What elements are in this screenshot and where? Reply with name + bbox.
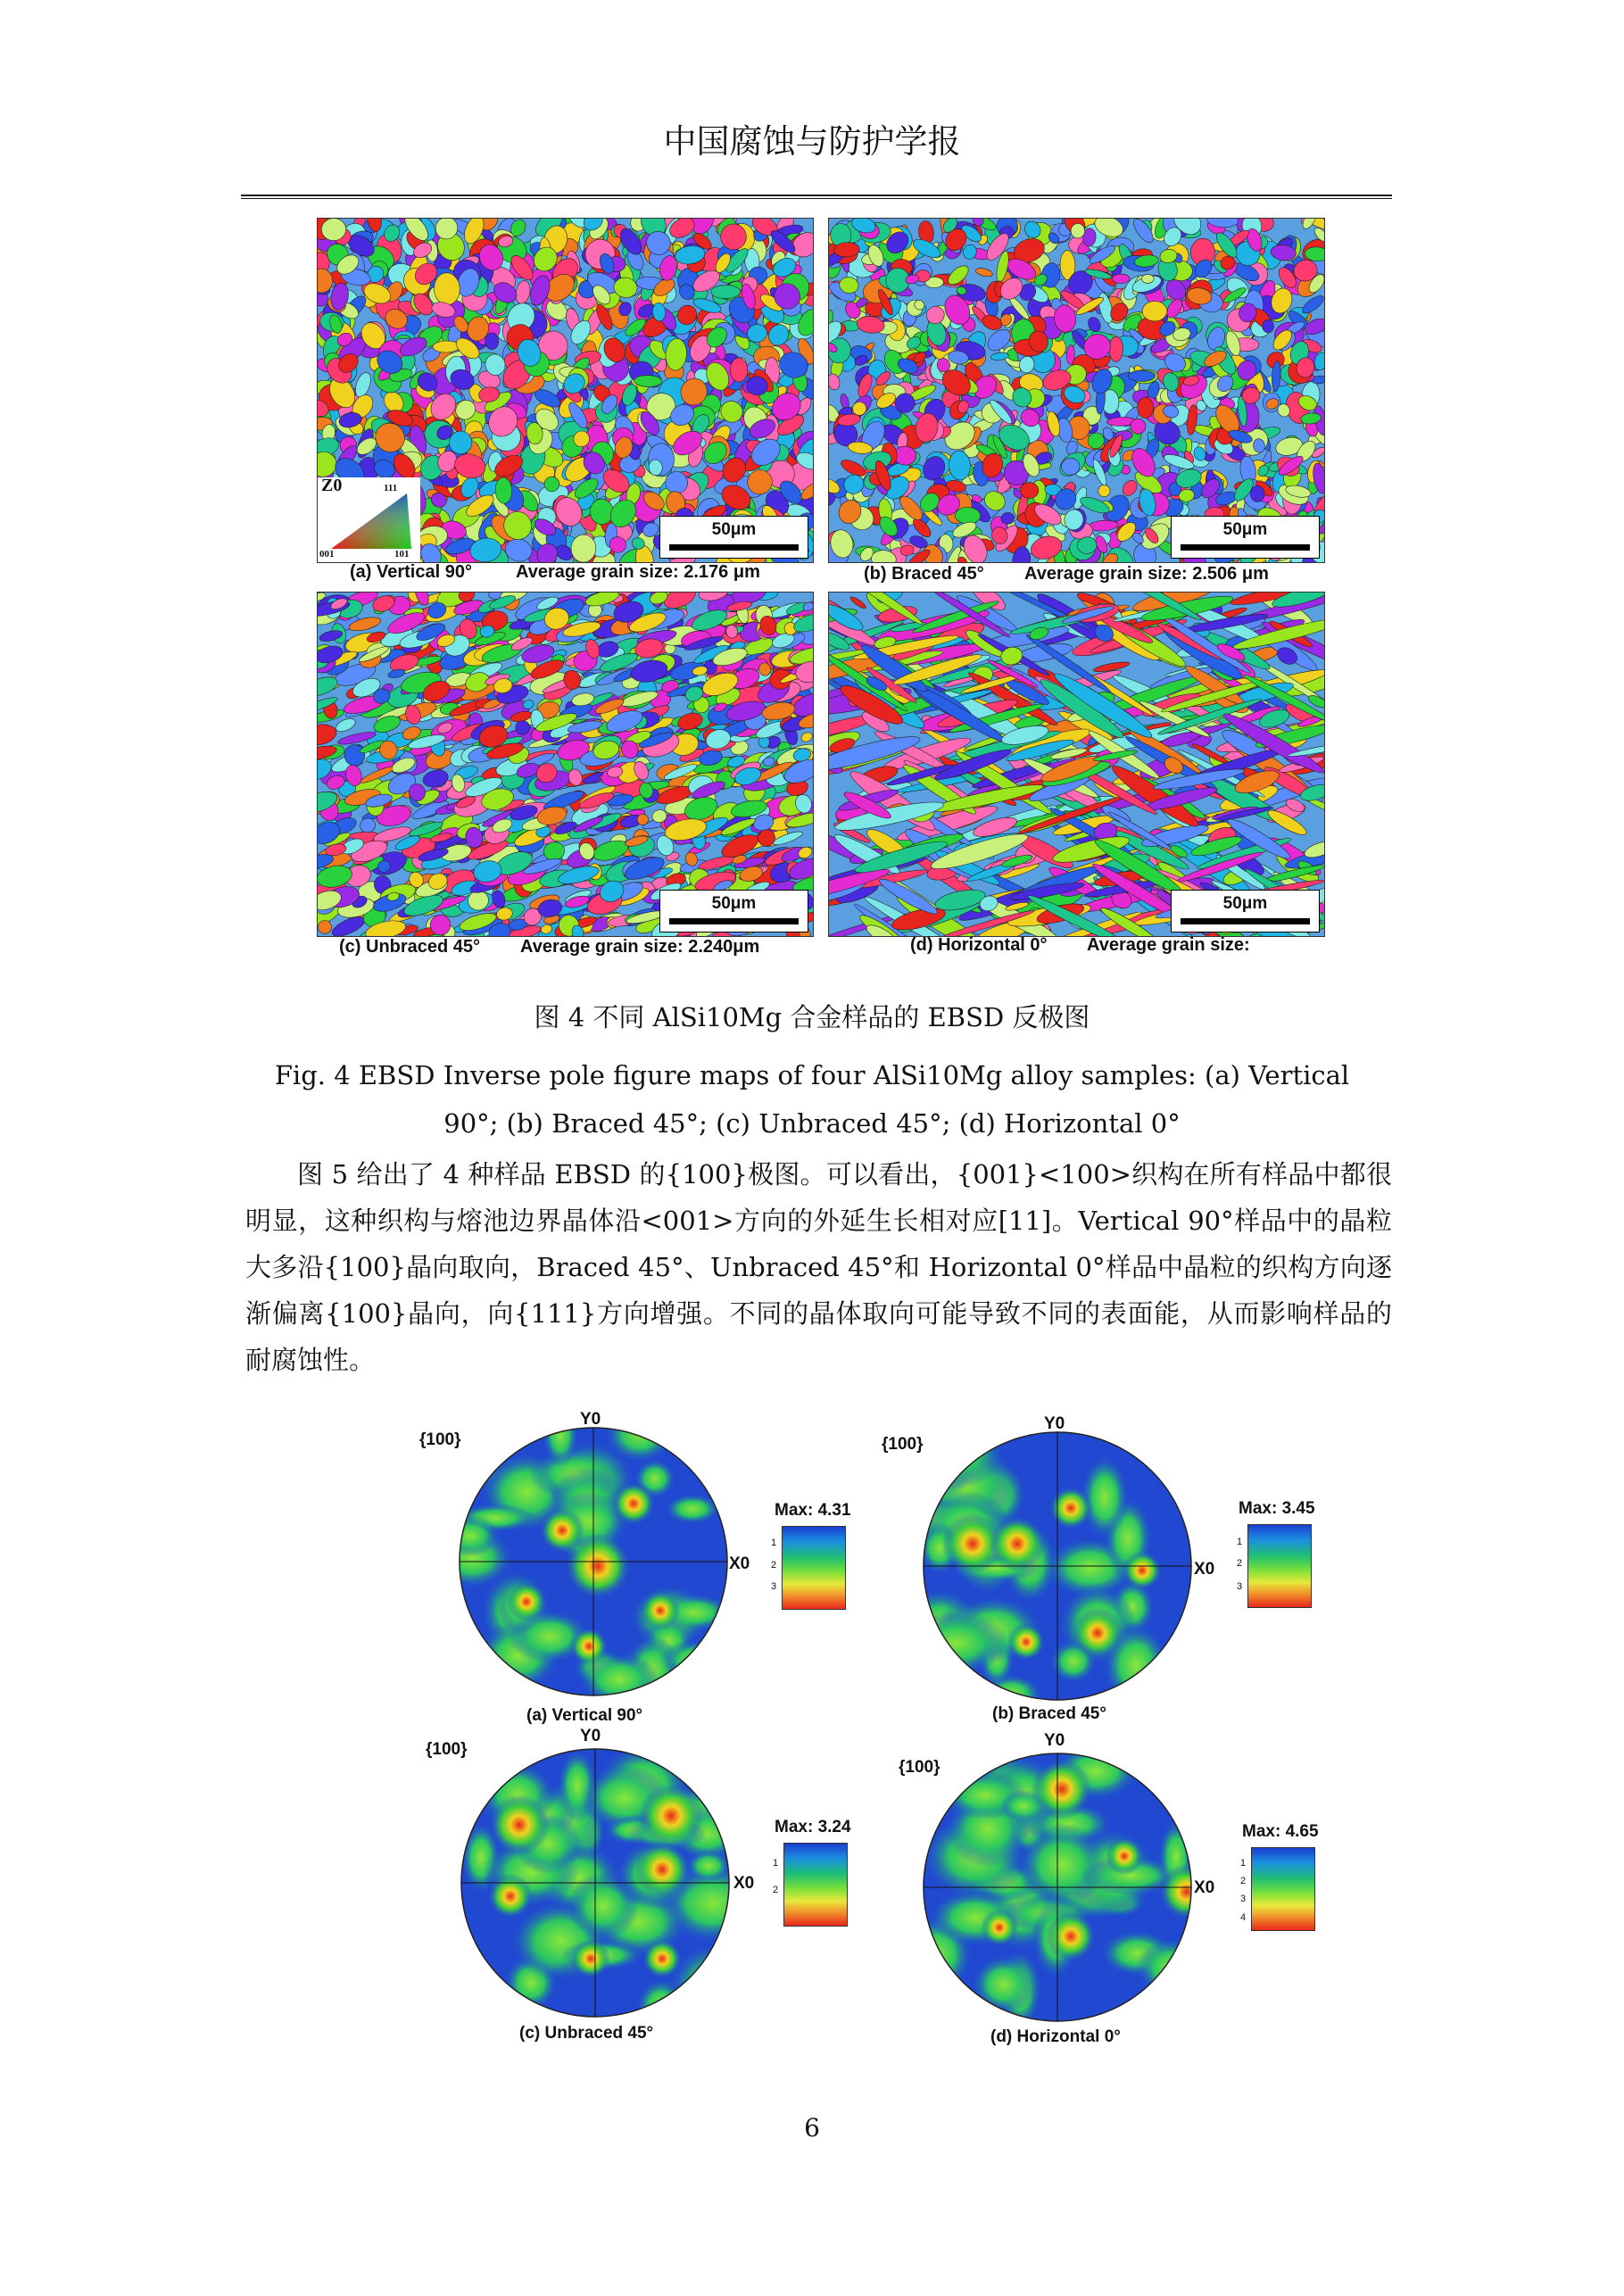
body-paragraph: 图 5 给出了 4 种样品 EBSD 的{100}极图。可以看出，{001}<100>织构在所有样品中都很明显，这种织构与熔池边界晶体沿<001>方向的外延生长相对应[11]。Vertical 90°样品中的晶粒大多沿{100}晶向取向，Braced 45°、Unbraced 45°和 Horizontal 0°样品中晶粒的织构方向逐渐偏离{100}晶向，向{111}方向增强。不同的晶体取向可能导致不同的表面能，从而影响样品的耐腐蚀性。 xyxy=(245,1159,1392,1375)
legend-tick: 4 xyxy=(1240,1912,1247,1923)
scale-label: 50μm xyxy=(711,520,757,539)
ebsd-grain-a: Average grain size: 2.176 μm xyxy=(516,562,760,582)
legend-tick: 1 xyxy=(1240,1858,1247,1869)
pole-disc xyxy=(457,1745,733,2021)
pole-label: (c) Unbraced 45° xyxy=(519,2024,654,2043)
legend-tick: 2 xyxy=(771,1560,777,1571)
ebsd-label-a: (a) Vertical 90° xyxy=(350,562,472,582)
ebsd-map-c xyxy=(317,592,814,937)
ebsd-label-b: (b) Braced 45° xyxy=(864,564,984,584)
max-label: Max: 3.45 xyxy=(1239,1499,1315,1518)
ipf-111: 111 xyxy=(384,483,398,493)
intensity-legend xyxy=(1251,1847,1315,1931)
pole-disc xyxy=(919,1428,1196,1704)
journal-header: 中国腐蚀与防护学报 xyxy=(663,122,961,161)
ebsd-grain-b: Average grain size: 2.506 μm xyxy=(1024,564,1269,584)
legend-tick: 2 xyxy=(1237,1558,1243,1569)
ebsd-grain-d: Average grain size: xyxy=(1087,935,1250,955)
grain-texture xyxy=(829,219,1324,562)
plane-label: {100} xyxy=(899,1758,940,1777)
ipf-axis-label: Z0 xyxy=(321,476,343,495)
header-rule xyxy=(241,195,1392,196)
page-number: 6 xyxy=(804,2113,820,2143)
scale-label: 50μm xyxy=(1222,520,1268,539)
pole-label: (b) Braced 45° xyxy=(992,1704,1106,1723)
legend-tick: 1 xyxy=(773,1858,779,1869)
figure4-caption-en: Fig. 4 EBSD Inverse pole figure maps of four AlSi10Mg alloy samples: (a) Vertical 90°; (b) Braced 45°; (c) Unbraced 45°; (d) Horizontal 0° xyxy=(274,1060,1350,1139)
intensity-legend xyxy=(783,1843,848,1927)
grain-texture xyxy=(829,593,1324,936)
scale-bar xyxy=(1171,516,1320,559)
scale-line xyxy=(1181,544,1310,551)
pole-disc xyxy=(919,1749,1196,2026)
ipf-101: 101 xyxy=(394,549,410,559)
x-axis-label: X0 xyxy=(1194,1878,1215,1897)
x-axis-label: X0 xyxy=(1194,1560,1215,1579)
plane-label: {100} xyxy=(419,1430,461,1449)
y-axis-label: Y0 xyxy=(1044,1731,1065,1750)
legend-tick: 2 xyxy=(773,1885,779,1895)
legend-tick: 3 xyxy=(771,1581,777,1592)
y-axis-label: Y0 xyxy=(1044,1414,1065,1433)
legend-tick: 3 xyxy=(1240,1894,1247,1904)
scale-label: 50μm xyxy=(711,894,757,913)
plane-label: {100} xyxy=(882,1435,924,1454)
max-label: Max: 4.65 xyxy=(1242,1822,1319,1841)
scale-label: 50μm xyxy=(1222,894,1268,913)
x-axis-label: X0 xyxy=(733,1874,755,1893)
ebsd-map-d xyxy=(828,592,1325,937)
ipf-001: 001 xyxy=(319,549,335,559)
x-axis-label: X0 xyxy=(729,1554,750,1573)
scale-line xyxy=(669,918,799,924)
y-axis-label: Y0 xyxy=(580,1410,601,1429)
pole-disc xyxy=(455,1423,732,1700)
scale-bar xyxy=(1171,890,1320,932)
pole-label: (d) Horizontal 0° xyxy=(990,2027,1121,2046)
plane-label: {100} xyxy=(426,1740,468,1759)
legend-tick: 1 xyxy=(771,1538,777,1548)
scale-line xyxy=(1181,918,1310,924)
ebsd-label-d: (d) Horizontal 0° xyxy=(910,935,1048,955)
header-rule-thin xyxy=(241,198,1392,199)
ebsd-map-b xyxy=(828,218,1325,563)
y-axis-label: Y0 xyxy=(580,1727,601,1745)
legend-tick: 1 xyxy=(1237,1537,1243,1547)
legend-tick: 3 xyxy=(1237,1581,1243,1592)
max-label: Max: 3.24 xyxy=(775,1818,851,1836)
ebsd-label-c: (c) Unbraced 45° xyxy=(339,937,481,957)
grain-texture xyxy=(318,593,813,936)
intensity-legend xyxy=(1247,1524,1312,1608)
ebsd-grain-c: Average grain size: 2.240μm xyxy=(520,937,760,957)
ipf-color-key xyxy=(318,477,420,562)
legend-tick: 2 xyxy=(1240,1876,1247,1886)
intensity-legend xyxy=(782,1526,846,1610)
figure4-caption-cn: 图 4 不同 AlSi10Mg 合金样品的 EBSD 反极图 xyxy=(534,1002,1090,1032)
ebsd-map-a xyxy=(317,218,814,563)
scale-bar xyxy=(659,890,808,932)
pole-label: (a) Vertical 90° xyxy=(526,1706,643,1725)
max-label: Max: 4.31 xyxy=(775,1501,851,1520)
scale-bar xyxy=(659,516,808,559)
scale-line xyxy=(669,544,799,551)
